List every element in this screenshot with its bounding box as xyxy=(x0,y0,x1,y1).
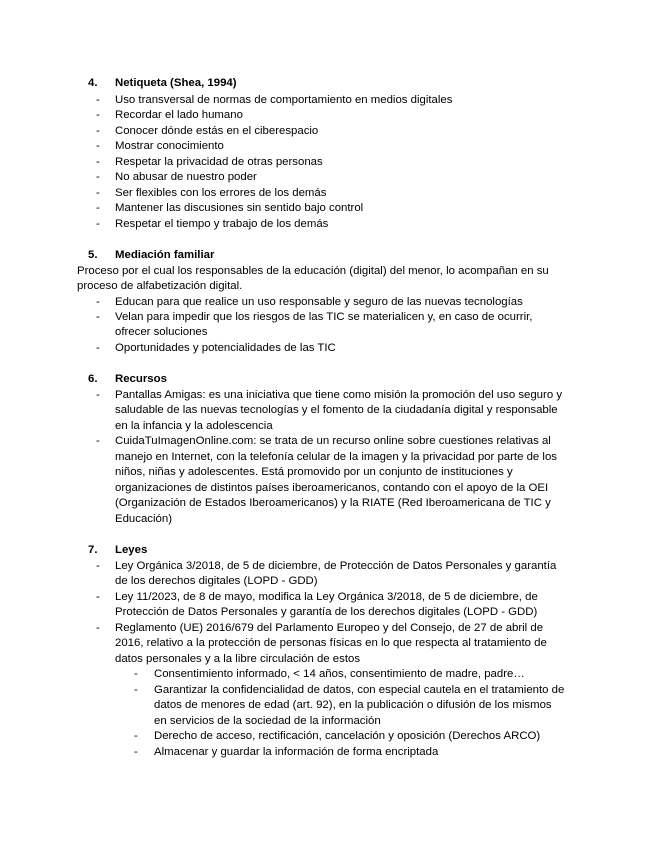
list-item: Uso transversal de normas de comportamiento en medios digitales xyxy=(115,94,453,106)
bullet: - xyxy=(96,94,100,106)
list-item: Ley Orgánica 3/2018, de 5 de diciembre, de Protección de Datos Personales y garantía xyxy=(115,560,557,572)
bullet: - xyxy=(96,435,100,447)
paragraph-line: Proceso por el cual los responsables de la educación (digital) del menor, lo acompañan en su xyxy=(77,265,549,277)
section-title: Leyes xyxy=(115,544,148,556)
bullet: - xyxy=(96,296,100,308)
bullet: - xyxy=(96,311,100,323)
list-item: Educan para que realice un uso responsable y seguro de las nuevas tecnologías xyxy=(115,296,523,308)
list-item-continuation: Educación) xyxy=(115,513,172,525)
bullet: - xyxy=(96,171,100,183)
list-item-continuation: datos personales y a la libre circulación de estos xyxy=(115,653,361,665)
sub-list-item: Consentimiento informado, < 14 años, consentimiento de madre, padre… xyxy=(154,668,525,680)
sub-bullet: - xyxy=(134,730,138,742)
list-item-continuation: manejo en Internet, con la telefonía celular de la imagen y la privacidad por parte de los xyxy=(115,451,557,463)
list-item: Ley 11/2023, de 8 de mayo, modifica la Ley Orgánica 3/2018, de 5 de diciembre, de xyxy=(115,591,538,603)
list-item: Mostrar conocimiento xyxy=(115,140,224,152)
section-number: 7. xyxy=(88,544,98,556)
list-item: CuidaTuImagenOnline.com: se trata de un recurso online sobre cuestiones relativas al xyxy=(115,435,551,447)
list-item: Oportunidades y potencialidades de las TIC xyxy=(115,342,336,354)
list-item-continuation: organizaciones de distintos países iberoamericanos, contando con el apoyo de la OEI xyxy=(115,482,549,494)
list-item: Velan para impedir que los riesgos de las TIC se materialicen y, en caso de ocurrir, xyxy=(115,311,533,323)
bullet: - xyxy=(96,342,100,354)
sub-bullet: - xyxy=(134,684,138,696)
bullet: - xyxy=(96,140,100,152)
bullet: - xyxy=(96,389,100,401)
list-item: Pantallas Amigas: es una iniciativa que tiene como misión la promoción del uso seguro y xyxy=(115,389,563,401)
sub-bullet: - xyxy=(134,668,138,680)
bullet: - xyxy=(96,218,100,230)
bullet: - xyxy=(96,591,100,603)
list-item-continuation: saludable de las nuevas tecnologías y el fomento de la ciudadanía digital y responsable xyxy=(115,404,558,416)
bullet: - xyxy=(96,156,100,168)
section-number: 5. xyxy=(88,249,98,261)
sub-list-item: Derecho de acceso, rectificación, cancelación y oposición (Derechos ARCO) xyxy=(154,730,541,742)
list-item-continuation: niños, niñas y adolescentes. Está promovido por un conjunto de instituciones y xyxy=(115,466,513,478)
list-item: Recordar el lado humano xyxy=(115,109,243,121)
bullet: - xyxy=(96,109,100,121)
section-title: Recursos xyxy=(115,373,167,385)
section-title: Mediación familiar xyxy=(115,249,215,261)
list-item: Respetar la privacidad de otras personas xyxy=(115,156,323,168)
sub-list-item-continuation: en servicios de la sociedad de la información xyxy=(154,715,381,727)
bullet: - xyxy=(96,622,100,634)
list-item-continuation: ofrecer soluciones xyxy=(115,326,208,338)
sub-list-item: Garantizar la confidencialidad de datos, con especial cautela en el tratamiento de xyxy=(154,684,565,696)
list-item-continuation: en la infancia y la adolescencia xyxy=(115,420,273,432)
bullet: - xyxy=(96,187,100,199)
paragraph-line: proceso de alfabetización digital. xyxy=(77,280,243,292)
list-item-continuation: Protección de Datos Personales y garantía de los derechos digitales (LOPD - GDD) xyxy=(115,606,538,618)
list-item-continuation: (Organización de Estados Iberoamericanos) y la RIATE (Red Iberoamericana de TIC y xyxy=(115,497,551,509)
list-item: Conocer dónde estás en el ciberespacio xyxy=(115,125,319,137)
list-item-continuation: de los derechos digitales (LOPD - GDD) xyxy=(115,575,318,587)
section-title: Netiqueta (Shea, 1994) xyxy=(115,77,237,89)
section-number: 6. xyxy=(88,373,98,385)
list-item: No abusar de nuestro poder xyxy=(115,171,257,183)
list-item: Reglamento (UE) 2016/679 del Parlamento Europeo y del Consejo, de 27 de abril de xyxy=(115,622,544,634)
bullet: - xyxy=(96,560,100,572)
bullet: - xyxy=(96,202,100,214)
list-item: Mantener las discusiones sin sentido bajo control xyxy=(115,202,364,214)
sub-list-item: Almacenar y guardar la información de forma encriptada xyxy=(154,746,439,758)
bullet: - xyxy=(96,125,100,137)
list-item-continuation: 2016, relativo a la protección de personas físicas en lo que respecta al tratamiento de xyxy=(115,637,547,649)
section-number: 4. xyxy=(88,77,98,89)
sub-list-item-continuation: datos de menores de edad (art. 92), en la publicación o difusión de los mismos xyxy=(154,699,552,711)
list-item: Respetar el tiempo y trabajo de los demás xyxy=(115,218,329,230)
sub-bullet: - xyxy=(134,746,138,758)
list-item: Ser flexibles con los errores de los demás xyxy=(115,187,327,199)
